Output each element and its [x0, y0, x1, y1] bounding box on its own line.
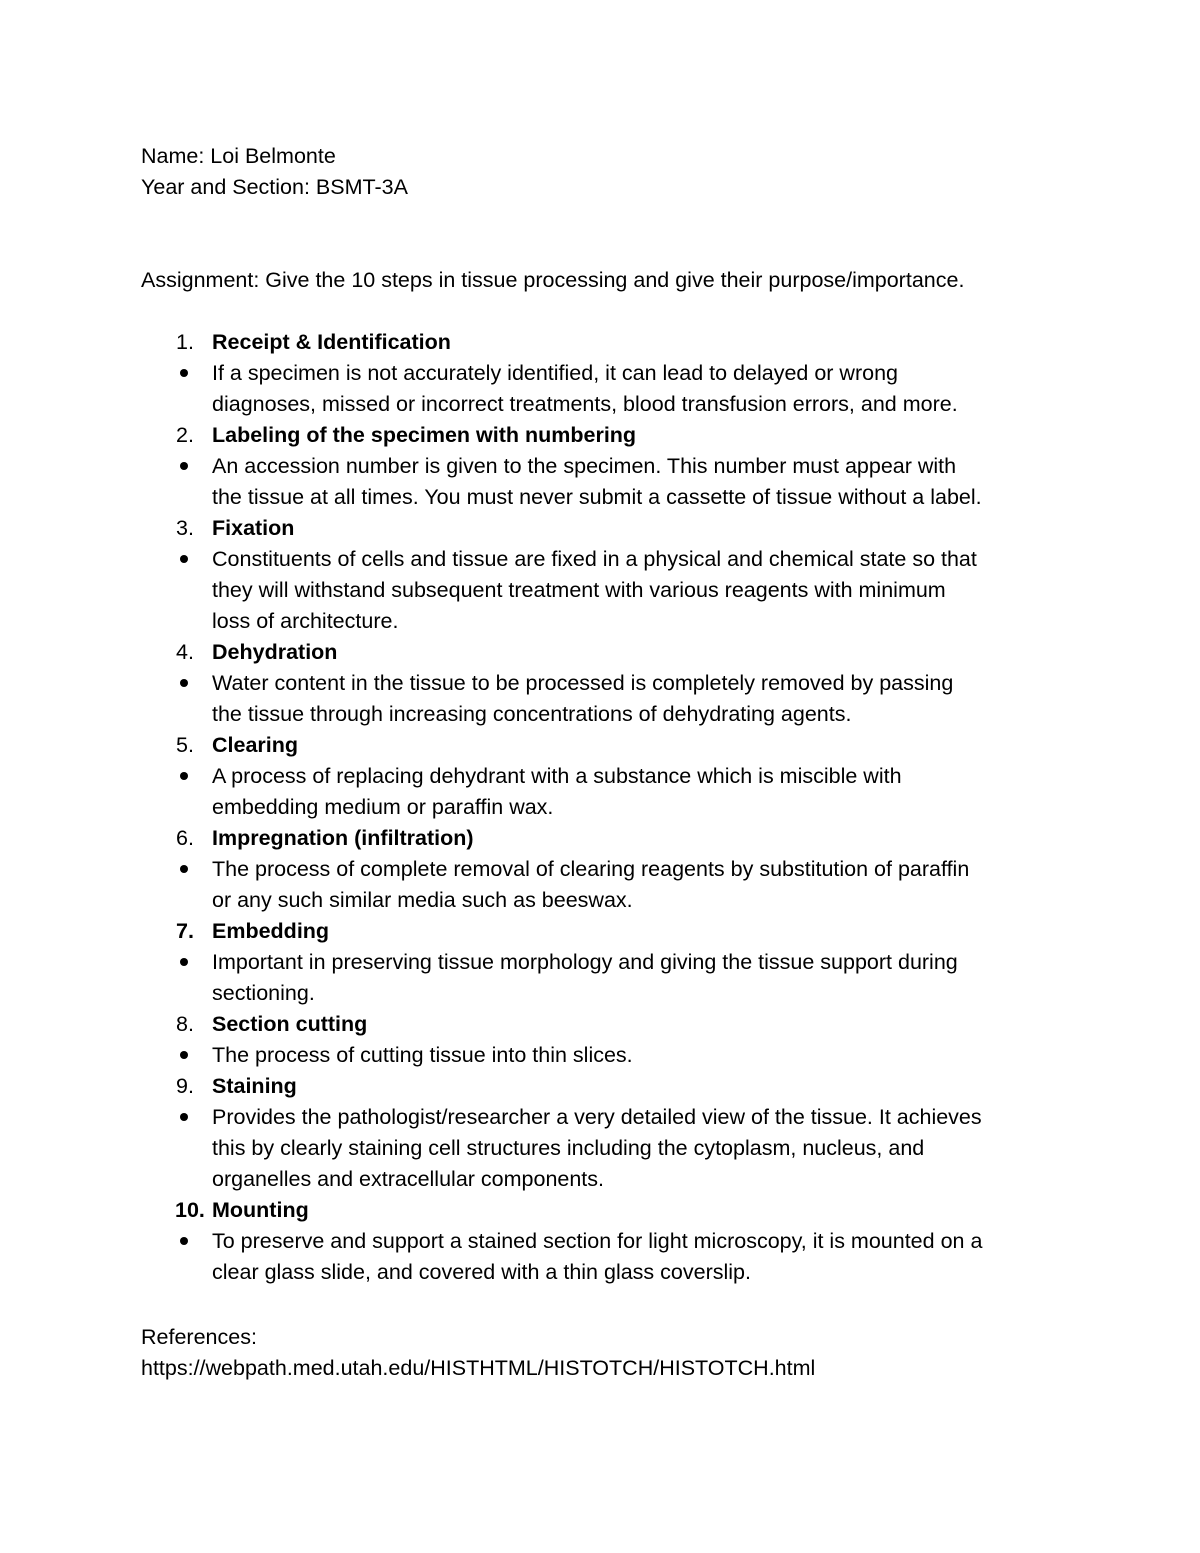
step-item [0, 730, 1200, 823]
step-number-text: 2. [176, 423, 194, 447]
assignment-prompt: Assignment: Give the 10 steps in tissue processing and give their purpose/importance. [141, 268, 965, 292]
step-number-text: 3. [176, 516, 194, 540]
step-title: Clearing [212, 733, 299, 757]
step-title: Receipt & Identification [212, 330, 451, 354]
step-number-text: 10. [175, 1198, 205, 1222]
step-number [141, 730, 211, 761]
step-description-line: Water content in the tissue to be processed is completely removed by passing [212, 671, 954, 695]
step-description-line: A process of replacing dehydrant with a substance which is miscible with [212, 764, 902, 788]
year-and-section: Year and Section: BSMT-3A [141, 175, 408, 199]
step-description-line: embedding medium or paraffin wax. [212, 795, 554, 819]
step-number [141, 327, 211, 358]
step-heading [0, 1195, 1200, 1226]
step-description-line: loss of architecture. [212, 609, 399, 633]
step-description-line: clear glass slide, and covered with a thin glass coverslip. [212, 1260, 751, 1284]
bullet-icon [180, 1051, 188, 1059]
bullet-icon [180, 772, 188, 780]
step-item [0, 1071, 1200, 1195]
step-heading [0, 1009, 1200, 1040]
bullet-icon [180, 1237, 188, 1245]
step-description [0, 1226, 1072, 1288]
step-description-line: To preserve and support a stained section for light microscopy, it is mounted on a [212, 1229, 983, 1253]
step-number [141, 1071, 211, 1102]
step-title: Mounting [212, 1198, 309, 1222]
step-number-text: 4. [176, 640, 194, 664]
step-description-line: the tissue through increasing concentrations of dehydrating agents. [212, 702, 852, 726]
step-item [0, 916, 1200, 1009]
step-description [0, 358, 1072, 420]
step-number-text: 7. [176, 919, 194, 943]
step-heading [0, 823, 1200, 854]
step-description [0, 544, 1072, 637]
step-description-line: organelles and extracellular components. [212, 1167, 605, 1191]
step-item [0, 327, 1200, 420]
step-title: Impregnation (infiltration) [212, 826, 474, 850]
step-description-line: sectioning. [212, 981, 315, 1005]
step-heading [0, 730, 1200, 761]
step-number [141, 1009, 211, 1040]
step-number [141, 916, 211, 947]
bullet-icon [180, 369, 188, 377]
step-item [0, 1009, 1200, 1071]
step-heading [0, 327, 1200, 358]
step-number [141, 823, 211, 854]
step-description-line: Important in preserving tissue morphology and giving the tissue support during [212, 950, 958, 974]
step-number-text: 9. [176, 1074, 194, 1098]
step-number [141, 1195, 211, 1226]
step-description [0, 668, 1072, 730]
step-description [0, 761, 1072, 823]
step-description-line: they will withstand subsequent treatment with various reagents with minimum [212, 578, 946, 602]
step-number-text: 8. [176, 1012, 194, 1036]
step-number [141, 513, 211, 544]
step-description-line: this by clearly staining cell structures including the cytoplasm, nucleus, and [212, 1136, 925, 1160]
reference-url[interactable]: https://webpath.med.utah.edu/HISTHTML/HISTOTCH/HISTOTCH.html [141, 1356, 816, 1380]
step-item [0, 637, 1200, 730]
steps-list [0, 327, 1200, 1288]
step-description [0, 854, 1072, 916]
step-description [0, 947, 1072, 1009]
step-description-line: Provides the pathologist/researcher a very detailed view of the tissue. It achieves [212, 1105, 982, 1129]
bullet-icon [180, 865, 188, 873]
step-description-line: or any such similar media such as beeswax. [212, 888, 633, 912]
step-description-line: diagnoses, missed or incorrect treatments, blood transfusion errors, and more. [212, 392, 958, 416]
step-number [141, 420, 211, 451]
step-title: Fixation [212, 516, 295, 540]
student-name: Name: Loi Belmonte [141, 144, 336, 168]
step-item [0, 823, 1200, 916]
step-item [0, 513, 1200, 637]
step-description-line: The process of cutting tissue into thin slices. [212, 1043, 633, 1067]
step-description [0, 1040, 1072, 1071]
step-number [141, 637, 211, 668]
step-heading [0, 916, 1200, 947]
step-title: Dehydration [212, 640, 338, 664]
step-heading [0, 1071, 1200, 1102]
step-description-line: the tissue at all times. You must never submit a cassette of tissue without a label. [212, 485, 982, 509]
step-heading [0, 513, 1200, 544]
bullet-icon [180, 1113, 188, 1121]
step-description-line: An accession number is given to the specimen. This number must appear with [212, 454, 957, 478]
step-item [0, 1195, 1200, 1288]
bullet-icon [180, 679, 188, 687]
bullet-icon [180, 462, 188, 470]
step-title: Labeling of the specimen with numbering [212, 423, 637, 447]
step-number-text: 1. [176, 330, 194, 354]
step-number-text: 5. [176, 733, 194, 757]
step-description-line: Constituents of cells and tissue are fixed in a physical and chemical state so that [212, 547, 977, 571]
step-description-line: The process of complete removal of clearing reagents by substitution of paraffin [212, 857, 970, 881]
step-title: Section cutting [212, 1012, 368, 1036]
bullet-icon [180, 555, 188, 563]
step-number-text: 6. [176, 826, 194, 850]
step-title: Staining [212, 1074, 297, 1098]
bullet-icon [180, 958, 188, 966]
step-title: Embedding [212, 919, 330, 943]
references-label: References: [141, 1325, 257, 1349]
step-item [0, 420, 1200, 513]
step-description [0, 1102, 1072, 1195]
step-heading [0, 420, 1200, 451]
step-description-line: If a specimen is not accurately identified, it can lead to delayed or wrong [212, 361, 898, 385]
step-description [0, 451, 1072, 513]
step-heading [0, 637, 1200, 668]
